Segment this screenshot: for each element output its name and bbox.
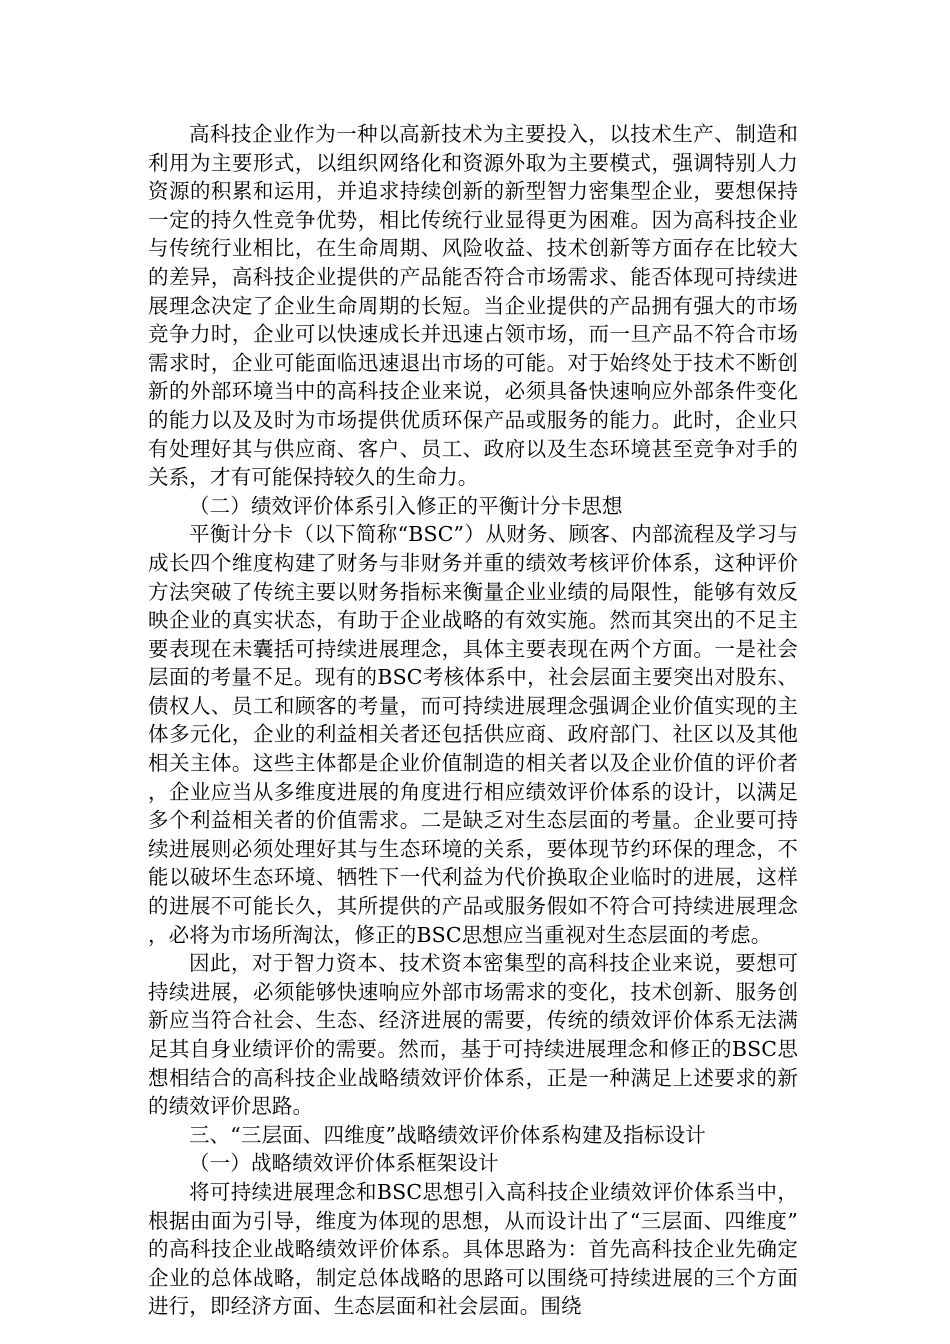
document-page (148, 120, 798, 1321)
body-paragraph: 高科技企业作为一种以高新技术为主要投入，以技术生产、制造和利用为主要形式，以组织网络化和资源外取为主要模式，强调特别人力资源的积累和运用，并追求持续创新的新型智力密集型企业，要想保持一定的持久性竞争优势，相比传统行业显得更为困难。因为高科技企业与传统行业相比，在生命周期、风险收益、技术创新等方面存在比较大的差异，高科技企业提供的产品能否符合市场需求、能否体现可持续进展理念决定了企业生命周期的长短。当企业提供的产品拥有强大的市场竞争力时，企业可以快速成长并迅速占领市场，而一旦产品不符合市场需求时，企业可能面临迅速退出市场的可能。对于始终处于技术不断创新的外部环境当中的高科技企业来说，必须具备快速响应外部条件变化的能力以及及时为市场提供优质环保产品或服务的能力。此时，企业只有处理好其与供应商、客户、员工、政府以及生态环境甚至竞争对手的关系，才有可能保持较久的生命力。 (148, 122, 798, 490)
body-paragraph: 平衡计分卡（以下简称“BSC”）从财务、顾客、内部流程及学习与成长四个维度构建了财务与非财务并重的绩效考核评价体系，这种评价方法突破了传统主要以财务指标来衡量企业业绩的局限性，能够有效反映企业的真实状态，有助于企业战略的有效实施。然而其突出的不足主要表现在未囊括可持续进展理念，具体主要表现在两个方面。一是社会层面的考量不足。现有的BSC考核体系中，社会层面主要突出对股东、债权人、员工和顾客的考量，而可持续进展理念强调企业价值实现的主体多元化，企业的利益相关者还包括供应商、政府部门、社区以及其他相关主体。这些主体都是企业价值制造的相关者以及企业价值的评价者，企业应当从多维度进展的角度进行相应绩效评价体系的设计，以满足多个利益相关者的价值需求。二是缺乏对生态层面的考量。企业要可持续进展则必须处理好其与生态环境的关系，要体现节约环保的理念，不能以破坏生态环境、牺牲下一代利益为代价换取企业临时的进展，这样的进展不可能长久，其所提供的产品或服务假如不符合可持续进展理念，必将为市场所淘汰，修正的BSC思想应当重视对生态层面的考虑。 (148, 522, 798, 947)
body-paragraph: 因此，对于智力资本、技术资本密集型的高科技企业来说，要想可持续进展，必须能够快速响应外部市场需求的变化，技术创新、服务创新应当符合社会、生态、经济进展的需要，传统的绩效评价体系无法满足其自身业绩评价的需要。然而，基于可持续进展理念和修正的BSC思想相结合的高科技企业战略绩效评价体系，正是一种满足上述要求的新的绩效评价思路。 (148, 951, 798, 1119)
section-heading: 三、“三层面、四维度”战略绩效评价体系构建及指标设计 (189, 1122, 706, 1147)
section-heading: （二）绩效评价体系引入修正的平衡计分卡思想 (189, 493, 623, 518)
body-paragraph: 将可持续进展理念和BSC思想引入高科技企业绩效评价体系当中，根据由面为引导，维度为体现的思想，从而设计出了“三层面、四维度”的高科技企业战略绩效评价体系。具体思路为：首先高科技企业先确定企业的总体战略，制定总体战略的思路可以围绕可持续进展的三个方面进行，即经济方面、生态层面和社会层面。围绕 (148, 1179, 798, 1319)
subsection-heading: （一）战略绩效评价体系框架设计 (189, 1151, 499, 1176)
